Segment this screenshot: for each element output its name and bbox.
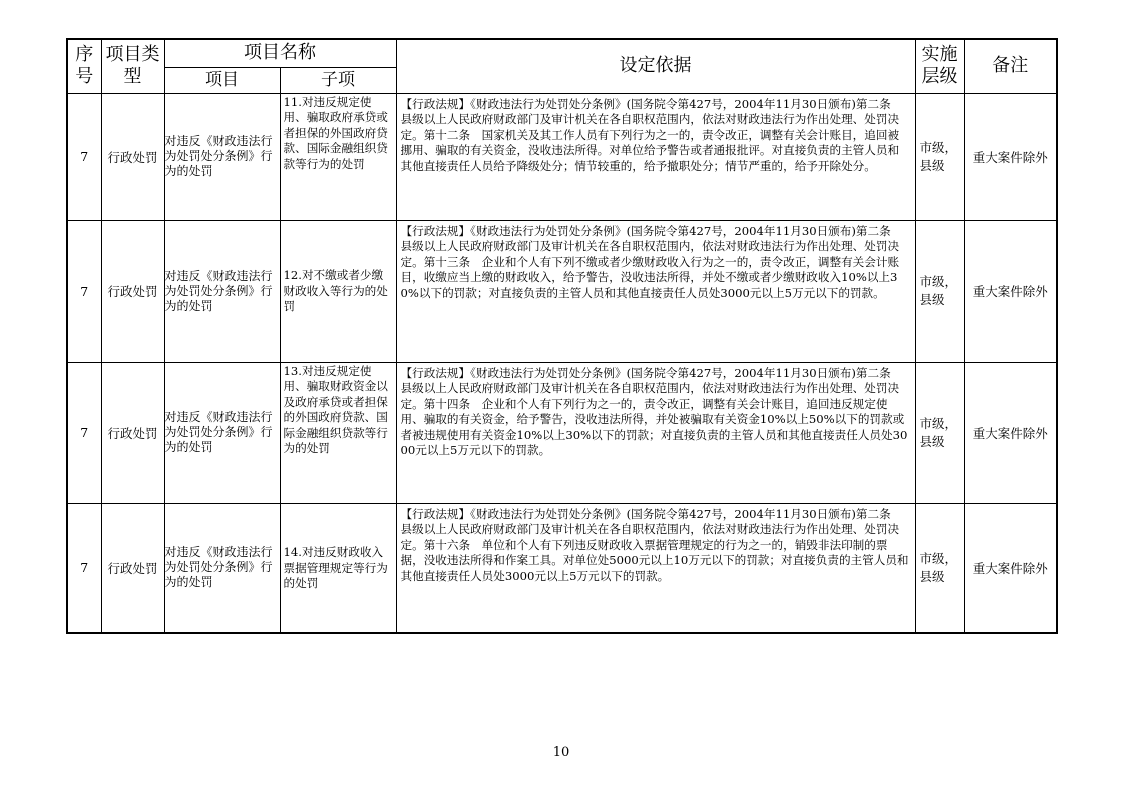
row-level: 市级，县级 xyxy=(915,362,964,503)
row-seq: 7 xyxy=(67,362,101,503)
row-item: 对违反《财政违法行为处罚处分条例》行为的处罚 xyxy=(164,503,280,633)
row-type: 行政处罚 xyxy=(101,503,164,633)
row-seq: 7 xyxy=(67,220,101,362)
row-type: 行政处罚 xyxy=(101,220,164,362)
rules-table xyxy=(66,38,1058,634)
row-basis: 【行政法规】《财政违法行为处罚处分条例》(国务院令第427号，2004年11月30日颁布)第二条 县级以上人民政府财政部门及审计机关在各自职权范围内，依法对财政违法行为作出处理、处罚决定。第十六条 单位和个人有下列违反财政收入票据管理规定的行为之一的，销毁非法印制的票据，没收违法所得和作案工具。对单位处5000元以上10万元以下的罚款；对直接负责的主管人员和其他直接责任人员处3000元以上5万元以下的罚款。 xyxy=(396,503,915,633)
row-basis: 【行政法规】《财政违法行为处罚处分条例》(国务院令第427号，2004年11月30日颁布)第二条 县级以上人民政府财政部门及审计机关在各自职权范围内，依法对财政违法行为作出处理、处罚决定。第十四条 企业和个人有下列行为之一的，责令改正，调整有关会计账目，追回违反规定使用、骗取的有关资金，给予警告，没收违法所得，并处被骗取有关资金10%以上50%以下的罚款或者被违规使用有关资金10%以上30%以下的罚款；对直接负责的主管人员和其他直接责任人员处3000元以上5万元以下的罚款。 xyxy=(396,362,915,503)
row-level: 市级，县级 xyxy=(915,93,964,220)
table-row xyxy=(67,93,1057,220)
header-level: 实施层级 xyxy=(915,39,964,93)
table-row xyxy=(67,503,1057,633)
header-seq: 序号 xyxy=(67,39,101,93)
row-note: 重大案件除外 xyxy=(964,220,1057,362)
table-row xyxy=(67,220,1057,362)
header-subitem: 子项 xyxy=(280,67,396,93)
row-basis: 【行政法规】《财政违法行为处罚处分条例》(国务院令第427号，2004年11月30日颁布)第二条 县级以上人民政府财政部门及审计机关在各自职权范围内，依法对财政违法行为作出处理、处罚决定。第十三条 企业和个人有下列不缴或者少缴财政收入行为之一的，责令改正，调整有关会计账目，收缴应当上缴的财政收入，给予警告，没收违法所得，并处不缴或者少缴财政收入10%以上30%以下的罚款；对直接负责的主管人员和其他直接责任人员处3000元以上5万元以下的罚款。 xyxy=(396,220,915,362)
row-seq: 7 xyxy=(67,503,101,633)
page-number: 10 xyxy=(552,745,570,760)
row-subitem: 13.对违反规定使用、骗取财政资金以及政府承贷或者担保的外国政府贷款、国际金融组织贷款等行为的处罚 xyxy=(280,362,396,503)
row-note: 重大案件除外 xyxy=(964,503,1057,633)
row-note: 重大案件除外 xyxy=(964,362,1057,503)
header-basis: 设定依据 xyxy=(396,39,915,93)
row-note: 重大案件除外 xyxy=(964,93,1057,220)
header-type: 项目类型 xyxy=(101,39,164,93)
row-type: 行政处罚 xyxy=(101,93,164,220)
row-seq: 7 xyxy=(67,93,101,220)
row-type: 行政处罚 xyxy=(101,362,164,503)
row-subitem: 12.对不缴或者少缴财政收入等行为的处罚 xyxy=(280,220,396,362)
row-subitem: 14.对违反财政收入票据管理规定等行为的处罚 xyxy=(280,503,396,633)
row-item: 对违反《财政违法行为处罚处分条例》行为的处罚 xyxy=(164,362,280,503)
row-item: 对违反《财政违法行为处罚处分条例》行为的处罚 xyxy=(164,93,280,220)
row-subitem: 11.对违反规定使用、骗取政府承贷或者担保的外国政府贷款、国际金融组织贷款等行为的处罚 xyxy=(280,93,396,220)
header-name: 项目名称 xyxy=(164,39,396,67)
row-level: 市级，县级 xyxy=(915,220,964,362)
row-item: 对违反《财政违法行为处罚处分条例》行为的处罚 xyxy=(164,220,280,362)
header-note: 备注 xyxy=(964,39,1057,93)
header-item: 项目 xyxy=(164,67,280,93)
table-row xyxy=(67,362,1057,503)
row-basis: 【行政法规】《财政违法行为处罚处分条例》(国务院令第427号，2004年11月30日颁布)第二条 县级以上人民政府财政部门及审计机关在各自职权范围内，依法对财政违法行为作出处理、处罚决定。第十二条 国家机关及其工作人员有下列行为之一的，责令改正，调整有关会计账目，追回被挪用、骗取的有关资金，没收违法所得。对单位给予警告或者通报批评。对直接负责的主管人员和其他直接责任人员给予降级处分；情节较重的，给予撤职处分；情节严重的，给予开除处分。 xyxy=(396,93,915,220)
row-level: 市级，县级 xyxy=(915,503,964,633)
